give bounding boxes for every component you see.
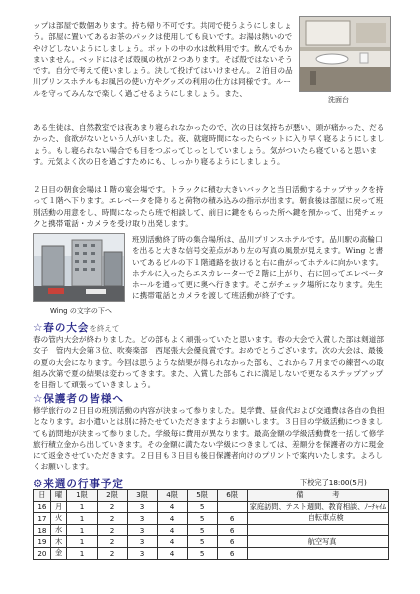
cell-period: 5 [187, 536, 217, 548]
cell-weekday: 月 [50, 501, 67, 513]
header-period-1: 1限 [67, 490, 97, 502]
cell-period: 6 [217, 536, 247, 548]
building-photo [33, 233, 125, 302]
schedule-title: 来週の行事予定 [43, 478, 124, 490]
cell-period: 1 [67, 524, 97, 536]
building-photo-image [34, 234, 124, 301]
cell-period: 4 [157, 524, 187, 536]
cell-period: 2 [97, 501, 127, 513]
cell-period: 1 [67, 501, 97, 513]
sink-photo [299, 16, 391, 92]
cell-day: 20 [34, 547, 51, 559]
cell-weekday: 火 [50, 513, 67, 525]
cell-period: 4 [157, 547, 187, 559]
schedule-header-row [34, 490, 389, 502]
cell-period: 2 [97, 513, 127, 525]
body-paragraph-2 [33, 184, 389, 229]
cell-notes [247, 524, 388, 536]
cell-period: 3 [127, 501, 157, 513]
building-caption: Wing の文字の下へ [50, 307, 112, 315]
body-text-3: 班別活動終了時の集合場所は、品川プリンスホテルです。品川駅の高輪口を出ると大きな信号交差点があり左の写真の風景が見えます。Wing と書いてあるビルの下１階通路を抜けると右に曲がってホテルに向かいます。ホテルに入ったらエスカレーターで２階に上がり、右に回ってエレベータホールを通って更に奥へ行きます。そこがチェック場所になります。先生に携帯電話とカメラを渡して班活動が終了です。 [132, 235, 384, 301]
cell-period: 6 [217, 513, 247, 525]
cell-day: 18 [34, 524, 51, 536]
cell-notes [247, 547, 388, 559]
intro-paragraph [33, 20, 295, 99]
guardians-text: 修学旅行の２日目の班別活動の内容が決まって参りました。見学費、昼食代および交通費は各自の負担となります。お小遣いとは別に持たせていただきますようお願いします。３日目の学級活動につきましても訪問地が決まって参りました。学級毎に費用が異なります。最高金額の学級活動費を一括して修学旅行積立金から出していきます。その金額に満たない学級につきましては、差額分を保護者の方に現金にて返金させていただきます。２日目も３日目も後日保護者向けのプリントで案内いたします。よろしくお願いします。 [33, 406, 385, 472]
sink-photo-image [300, 17, 390, 91]
cell-day: 19 [34, 536, 51, 548]
cell-weekday: 木 [50, 536, 67, 548]
table-row [34, 513, 389, 525]
cell-period: 6 [217, 524, 247, 536]
cell-period: 2 [97, 536, 127, 548]
guardians-title: 保護者の皆様へ [43, 393, 124, 405]
header-notes: 備 考 [247, 490, 388, 502]
cell-weekday: 金 [50, 547, 67, 559]
cell-period: 5 [187, 501, 217, 513]
spring-tournament-text: 春の管内大会が終わりました。どの部もよく頑張っていたと思います。春の大会で入賞した部は剣道部女子 管内大会第３位、吹奏楽部 西尾張大会優良賞です。おめでとうございます。次の大会は、最後の夏の大会になります。今回は思うような結果が得られなかった部も、これから７月までの練習への取組み次第で夏の結果は変わってきます。また、入賞した部もこれに満足しないで更なるステップアップを目指して頑張っていきましょう。 [33, 335, 384, 390]
table-row [34, 524, 389, 536]
cell-period: 5 [187, 547, 217, 559]
body-text-1: ある生徒は、自然教室では夜あまり寝られなかったので、次の日は気持ちが悪い、頭が痛かった、だるかった、食欲がないという人がいました。夜、就寝時間になったらベットに入り早く寝るようにしましょう。もし寝られない場合でも目をつぶってじっとしていましょう。気がついたら寝ていると思います。元気よく次の日を過ごすためにも、しっかり寝るようにしましょう。 [33, 123, 385, 166]
header-period-5: 5限 [187, 490, 217, 502]
body-paragraph-3 [132, 234, 389, 302]
cell-period: 6 [217, 547, 247, 559]
cell-notes: 航空写真 [247, 536, 388, 548]
cell-day: 16 [34, 501, 51, 513]
header-day: 日 [34, 490, 51, 502]
schedule-deadline: 下校完了18:00(5月) [300, 478, 367, 487]
header-period-2: 2限 [97, 490, 127, 502]
body-paragraph-1 [33, 122, 389, 167]
cell-notes: 自転車点検 [247, 513, 388, 525]
spring-tournament-heading [33, 320, 119, 335]
cell-period: 4 [157, 536, 187, 548]
table-row [34, 547, 389, 559]
header-period-4: 4限 [157, 490, 187, 502]
cell-period: 5 [187, 524, 217, 536]
header-period-6: 6限 [217, 490, 247, 502]
cell-period: 1 [67, 536, 97, 548]
spring-tournament-title: 春の大会 [43, 322, 90, 334]
cell-period: 3 [127, 513, 157, 525]
cell-period: 2 [97, 547, 127, 559]
cell-period: 4 [157, 501, 187, 513]
cell-period: 3 [127, 524, 157, 536]
weekly-schedule-table [33, 489, 389, 560]
cell-period: 4 [157, 513, 187, 525]
spring-tournament-subtitle: を終えて [89, 324, 120, 333]
cell-period: 1 [67, 513, 97, 525]
body-text-2: ２日目の朝食会場は１階の宴会場です。トラックに積む大きいバックと当日活動するナップサックを持って１階へ下ります。エレベータを降りると荷物の積み込みの指示が出ます。朝食後は部屋に戻って班別活動の用意をし、時間になったら班で相談して、前日に鍵をもらった所へ鍵を預かって、出発チェックと携帯電話・カメラを受け取り出発します。 [33, 185, 385, 228]
guardians-heading [33, 391, 124, 406]
guardians-paragraph [33, 405, 389, 473]
star-icon: ☆ [33, 322, 44, 334]
cell-period: 5 [187, 513, 217, 525]
intro-text: ップは部屋で数個あります。持ち帰り不可です。共同で使うようにしましょう。部屋に置いてあるお茶のパックは使用しても良いです。お湯は熱いのでやけどしないようにしましょう。ポットの中の水は飲料用です。飲んでもかまいません。ベッドにはそば殻風の枕が２つあります。そば殻ではないそうです。自分で考えて使いましょう。決して投げてはいけません。２泊目の品川プリンスホテルもお風呂の使い方やグッズの利用の仕方は同様です。ルールを守ってみんなで楽しく過ごせるようにしましょう。また、 [33, 21, 293, 98]
cell-period [217, 501, 247, 513]
cell-notes: 家庭訪問、テスト週間、教育相談、ﾉｰﾁｬｲﾑ [247, 501, 388, 513]
cell-day: 17 [34, 513, 51, 525]
cell-weekday: 水 [50, 524, 67, 536]
spring-tournament-paragraph [33, 334, 389, 390]
header-period-3: 3限 [127, 490, 157, 502]
table-row [34, 501, 389, 513]
table-row [34, 536, 389, 548]
header-weekday: 曜 [50, 490, 67, 502]
gear-icon: ⚙ [33, 478, 44, 490]
cell-period: 3 [127, 536, 157, 548]
star-icon: ☆ [33, 393, 44, 405]
sink-caption: 洗面台 [328, 96, 349, 104]
cell-period: 3 [127, 547, 157, 559]
cell-period: 2 [97, 524, 127, 536]
cell-period: 1 [67, 547, 97, 559]
